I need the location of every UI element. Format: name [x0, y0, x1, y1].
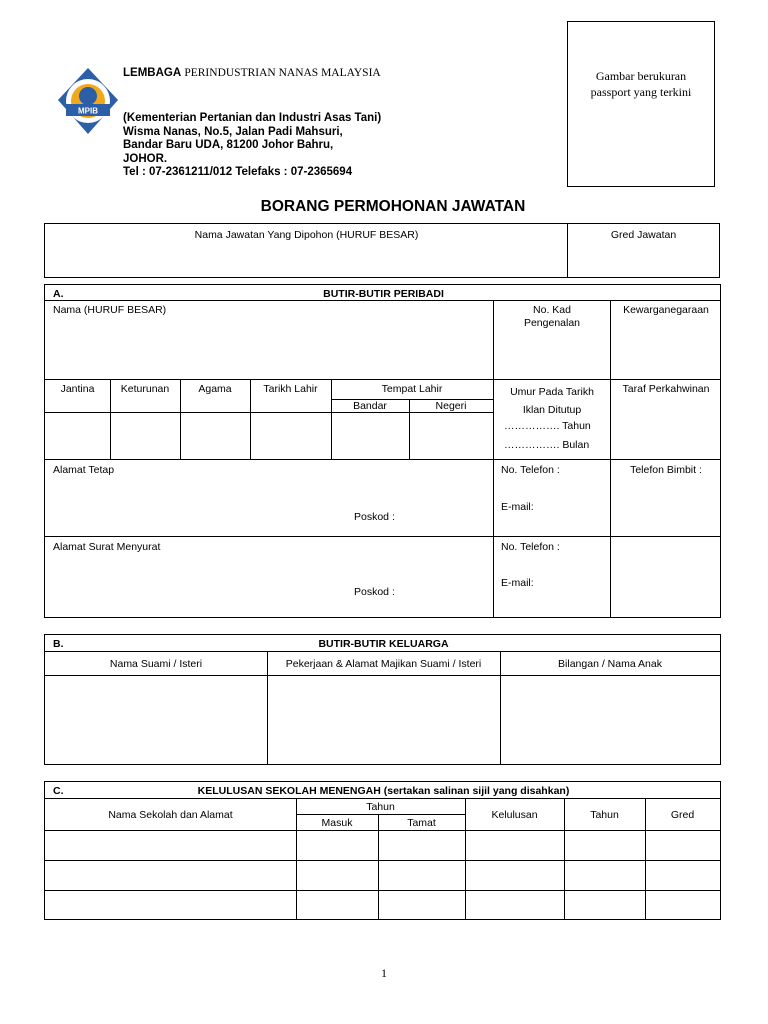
org-name — [123, 67, 381, 79]
section-a-table — [44, 284, 721, 618]
section-c-title: KELULUSAN SEKOLAH MENENGAH (sertakan salinan sijil yang disahkan) — [197, 785, 570, 797]
race-label: Keturunan — [120, 383, 170, 395]
grade-col-label: Gred — [670, 809, 695, 821]
children-label: Bilangan / Nama Anak — [558, 658, 662, 670]
section-b-title: BUTIR-BUTIR KELUARGA — [318, 638, 449, 650]
gender-label: Jantina — [60, 383, 95, 395]
section-b-table — [44, 634, 721, 765]
age-label-line: Umur Pada Tarikh — [510, 386, 594, 398]
perm-phone-label: No. Telefon : — [501, 464, 560, 476]
form-title: BORANG PERMOHONAN JAWATAN — [260, 198, 526, 215]
photo-box-line: passport yang terkini — [590, 85, 692, 99]
page-number: 1 — [381, 966, 387, 980]
ic-label — [494, 304, 610, 330]
section-c-table — [44, 781, 721, 920]
section-a-letter: A. — [53, 288, 64, 300]
enter-label: Masuk — [321, 817, 353, 829]
mail-postcode-label: Poskod : — [354, 586, 395, 598]
perm-address-label: Alamat Tetap — [53, 464, 115, 476]
year2-label: Tahun — [590, 809, 619, 821]
mpib-logo — [56, 66, 120, 138]
pob-state-label: Negeri — [435, 400, 467, 412]
address-line: Tel : 07-2361211/012 Telefaks : 07-2365694 — [123, 166, 353, 178]
grade-input[interactable] — [570, 244, 716, 274]
age-label — [494, 383, 610, 419]
org-name-bold: LEMBAGA — [123, 67, 182, 79]
address-line: Bandar Baru UDA, 81200 Johor Bahru, — [123, 139, 334, 151]
section-b-letter: B. — [53, 638, 64, 650]
religion-label: Agama — [198, 383, 232, 395]
ic-label-line: Pengenalan — [523, 317, 581, 329]
perm-postcode-label: Poskod : — [354, 511, 395, 523]
perm-email-label: E-mail: — [501, 501, 534, 513]
address-line: JOHOR. — [123, 152, 168, 165]
age-months[interactable]: ……………. Bulan — [504, 439, 590, 451]
ic-label-line: No. Kad — [533, 304, 571, 316]
mail-address-label: Alamat Surat Menyurat — [53, 541, 161, 553]
section-c-letter: C. — [53, 785, 64, 797]
grade-label: Gred Jawatan — [610, 229, 677, 241]
pob-town-label: Bandar — [353, 400, 387, 412]
logo-text: MPIB — [78, 106, 98, 116]
age-years[interactable]: ……………. Tahun — [504, 420, 591, 432]
mail-phone-label: No. Telefon : — [501, 541, 560, 553]
pob-label: Tempat Lahir — [381, 383, 443, 395]
result-label: Kelulusan — [491, 809, 538, 821]
year-label: Tahun — [366, 801, 395, 813]
post-name-label: Nama Jawatan Yang Dipohon (HURUF BESAR) — [194, 229, 419, 241]
mobile-label: Telefon Bimbit : — [630, 464, 702, 476]
address-line: (Kementerian Pertanian dan Industri Asas Tani) — [123, 112, 382, 124]
post-name-input[interactable] — [48, 244, 563, 274]
spouse-job-label: Pekerjaan & Alamat Majikan Suami / Isteri — [285, 658, 482, 670]
section-a-title: BUTIR-BUTIR PERIBADI — [323, 288, 444, 300]
org-address — [123, 112, 381, 180]
spouse-name-label: Nama Suami / Isteri — [109, 658, 203, 670]
age-label-line: Iklan Ditutup — [522, 404, 582, 416]
mail-email-label: E-mail: — [501, 577, 534, 589]
school-label: Nama Sekolah dan Alamat — [108, 809, 233, 821]
org-name-rest: PERINDUSTRIAN NANAS MALAYSIA — [184, 67, 381, 79]
citizenship-label: Kewarganegaraan — [623, 304, 709, 316]
marital-label: Taraf Perkahwinan — [622, 383, 710, 395]
finish-label: Tamat — [407, 817, 436, 829]
photo-box-line: Gambar berukuran — [595, 69, 687, 83]
photo-box[interactable] — [567, 21, 715, 187]
name-label: Nama (HURUF BESAR) — [53, 304, 167, 316]
dob-label: Tarikh Lahir — [263, 383, 318, 395]
address-line: Wisma Nanas, No.5, Jalan Padi Mahsuri, — [123, 125, 343, 138]
